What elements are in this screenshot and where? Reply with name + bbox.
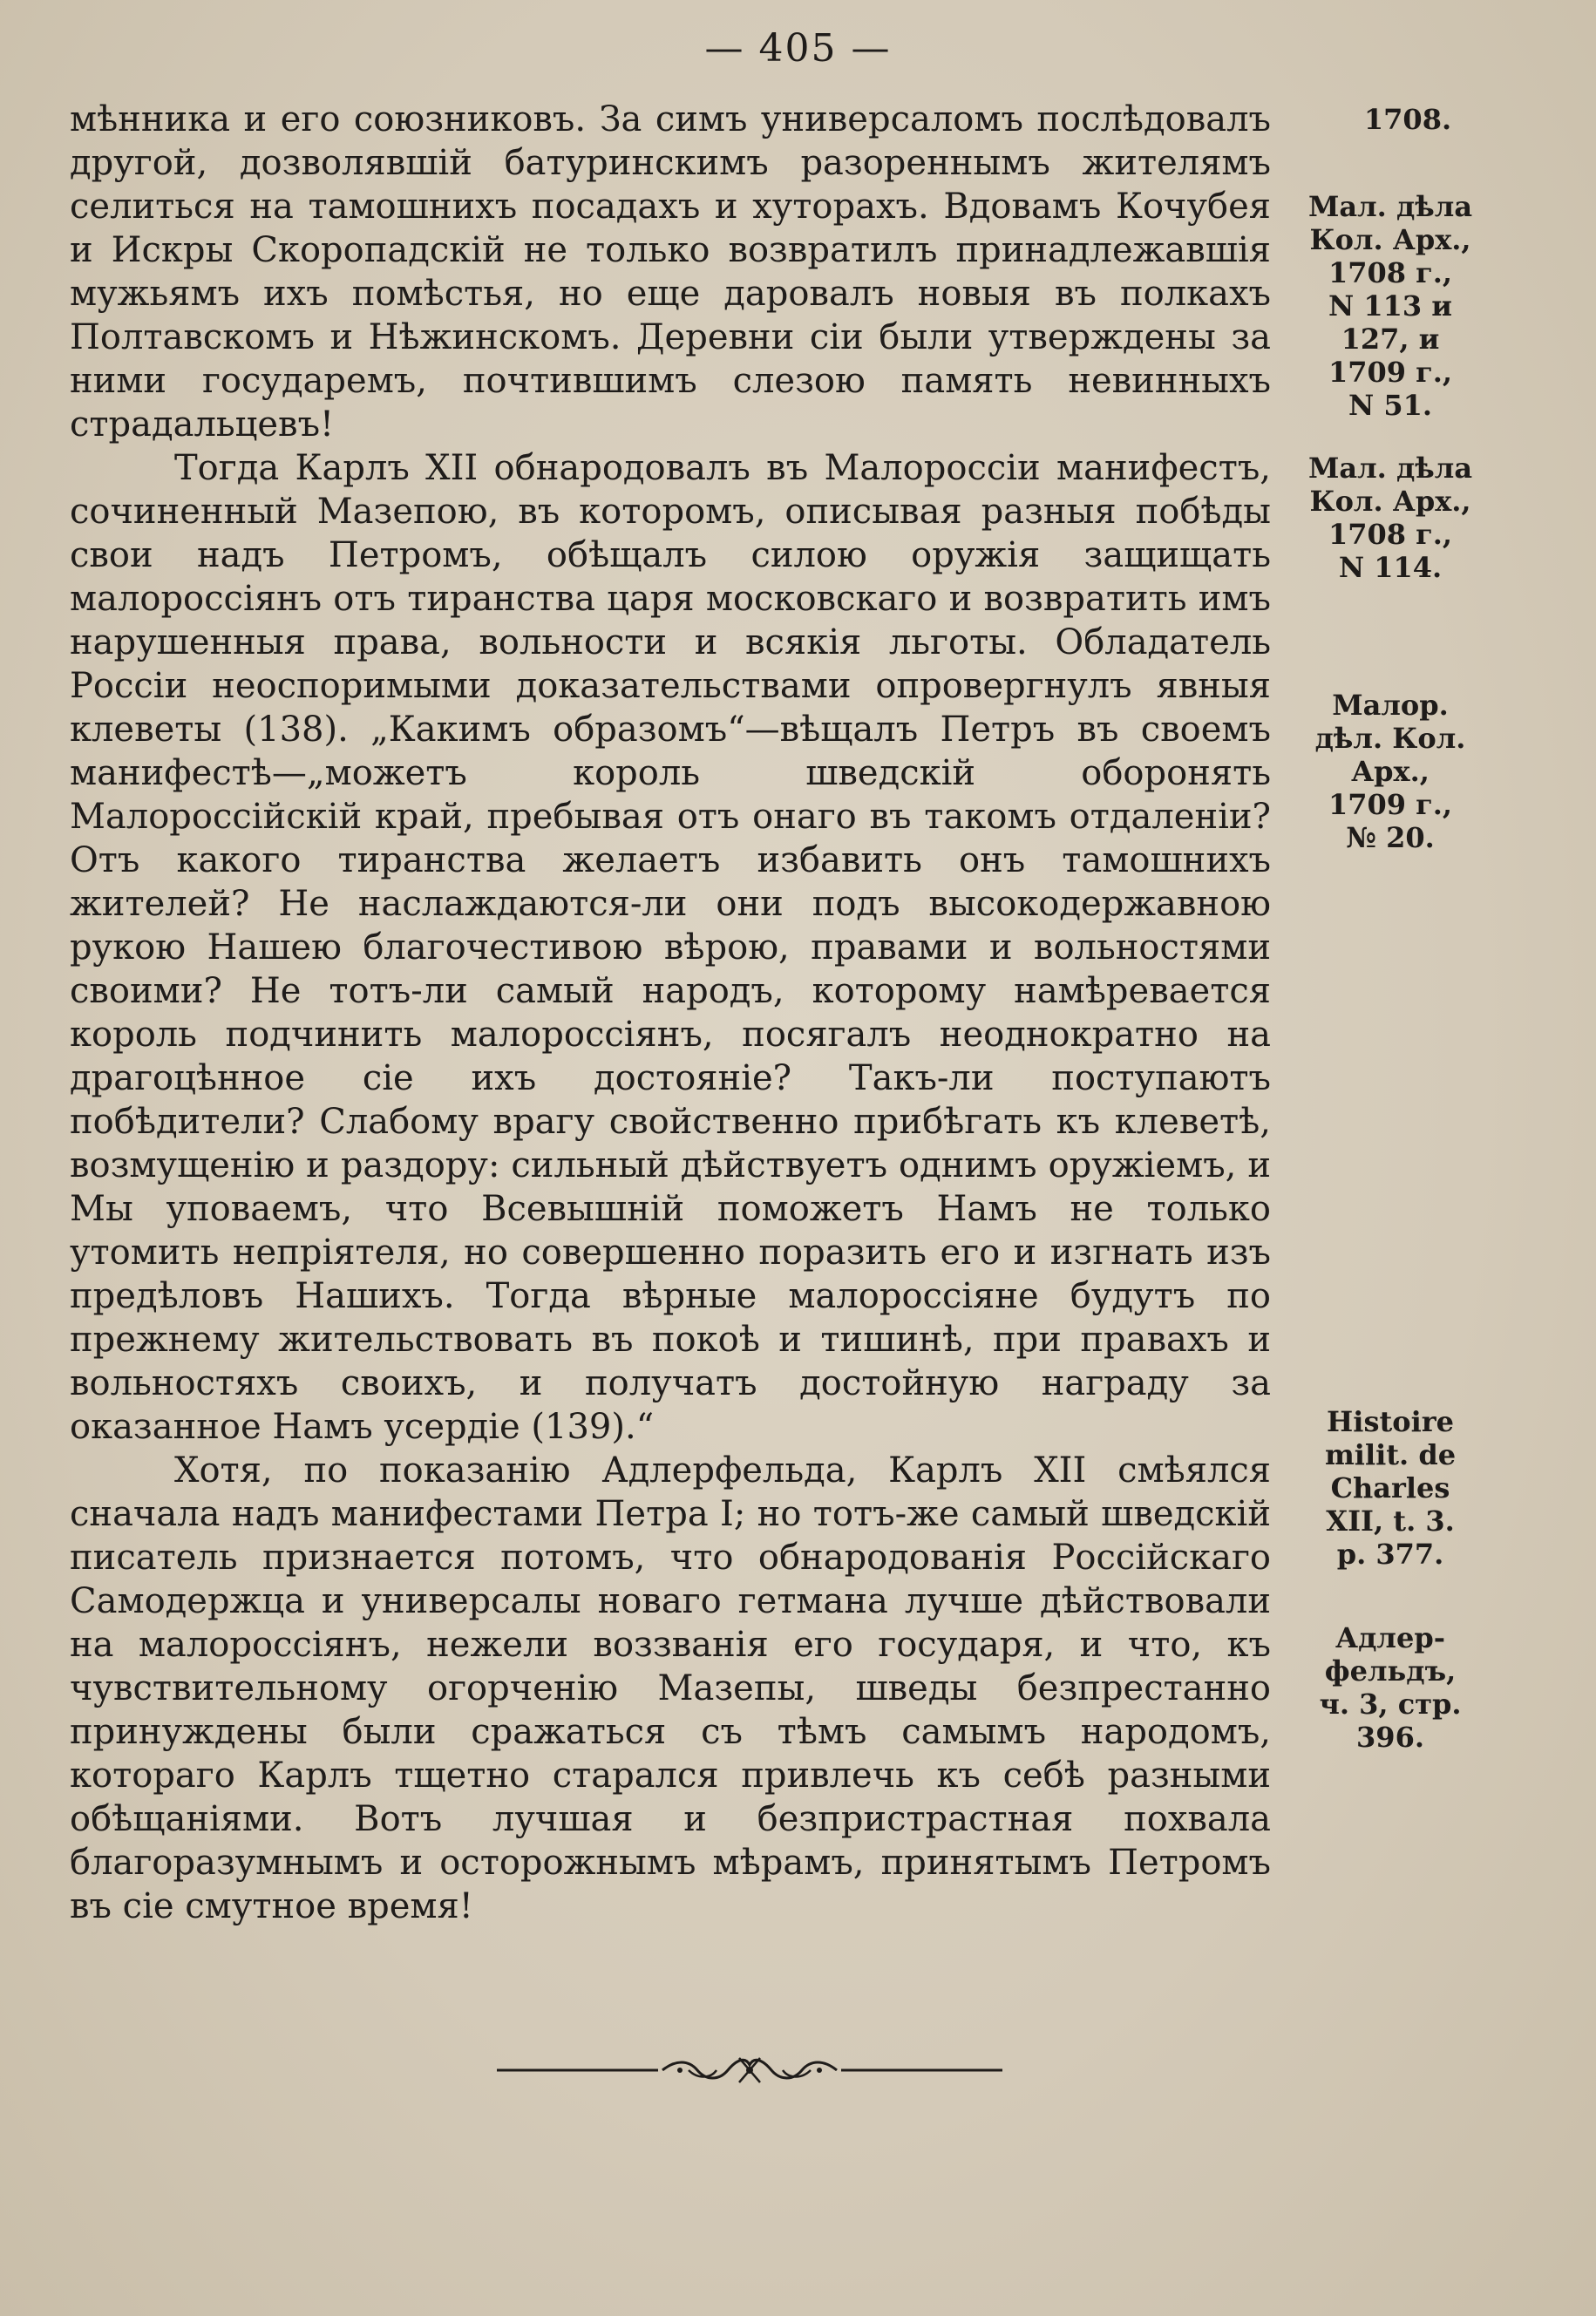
margin-note-archive-2: Мал. дѣла Кол. Арх., 1708 г., N 114. — [1307, 452, 1473, 584]
margin-note-archive-1: Мал. дѣла Кол. Арх., 1708 г., N 113 и 127, и 1709 г., N 51. — [1307, 190, 1473, 422]
paragraph-3: Хотя, по показанію Адлерфельда, Карлъ XII смѣялся сначала надъ манифестами Петра I; но тотъ-же самый шведскій писатель признается потомъ, что обнародованія Россійскаго Самодержца и универсалы новаго гетмана лучше дѣйствовали на малороссіянъ, нежели воззванія его государя, и что, къ чувствительному огорченію Мазепы, шведы безпрестанно принуждены были сражаться съ тѣмъ самымъ народомъ, котораго Карлъ тщетно старался привлечь къ себѣ разными обѣщаніями. Вотъ лучшая и безпристрастная похвала благоразумнымъ и осторожнымъ мѣрамъ, принятымъ Петромъ въ сіе смутное время! — [70, 1450, 1271, 1926]
paragraph-1: мѣнника и его союзниковъ. За симъ универсаломъ послѣдовалъ другой, дозволявшій батуринскимъ разореннымъ жителямъ селиться на тамошнихъ посадахъ и хуторахъ. Вдовамъ Кочубея и Искры Скоропадскій не только возвратилъ принадлежавшія мужьямъ ихъ помѣстья, но еще даровалъ новыя въ полкахъ Полтавскомъ и Нѣжинскомъ. Деревни сіи были утверждены за ними государемъ, почтившимъ слезою память невинныхъ страдальцевъ! — [70, 99, 1271, 445]
page-number: — 405 — — [704, 26, 892, 71]
margin-note-archive-3: Малор. дѣл. Кол. Арх., 1709 г., № 20. — [1314, 689, 1466, 854]
margin-note-histoire: Histoire milit. de Charles XII, t. 3. p. 377. — [1324, 1405, 1457, 1571]
main-text — [70, 98, 1271, 1928]
paragraph-2: Тогда Карлъ XII обнародовалъ въ Малороссіи манифестъ, сочиненный Мазепою, въ которомъ, описывая разныя побѣды свои надъ Петромъ, обѣщалъ силою оружія защищать малороссіянъ отъ тиранства царя московскаго и возвратить имъ нарушенныя права, вольности и всякія льготы. Обладатель Россіи неоспоримыми доказательствами опровергнулъ явныя клеветы (138). „Какимъ образомъ“—вѣщалъ Петръ въ своемъ манифестѣ—„можетъ король шведскій оборонять Малороссійскій край, пребывая отъ онаго въ такомъ отдаленіи? Отъ какого тиранства желаетъ избавить онъ тамошнихъ жителей? Не наслаждаются-ли они подъ высокодержавною рукою Нашею благочестивою вѣрою, правами и вольностями своими? Не тотъ-ли самый народъ, которому намѣревается король подчинить малороссіянъ, посягалъ неоднократно на драгоцѣнное сіе ихъ достояніе? Такъ-ли поступаютъ побѣдители? Слабому врагу свойственно прибѣгать къ клеветѣ, возмущенію и раздору: сильный дѣйствуетъ однимъ оружіемъ, и Мы уповаемъ, что Всевышній поможетъ Намъ не только утомить непріятеля, но совершенно поразить его и изгнать изъ предѣловъ Нашихъ. Тогда вѣрные малороссіяне будутъ по прежнему жительствовать въ покоѣ и тишинѣ, при правахъ и вольностяхъ своихъ, и получатъ достойную награду за оказанное Намъ усердіе (139).“ — [70, 448, 1271, 1447]
margin-note-adlerfeld: Адлер- фельдъ, ч. 3, стр. 396. — [1319, 1621, 1462, 1754]
decorative-divider-icon — [488, 2053, 1011, 2088]
margin-note-year: 1708. — [1363, 103, 1452, 136]
